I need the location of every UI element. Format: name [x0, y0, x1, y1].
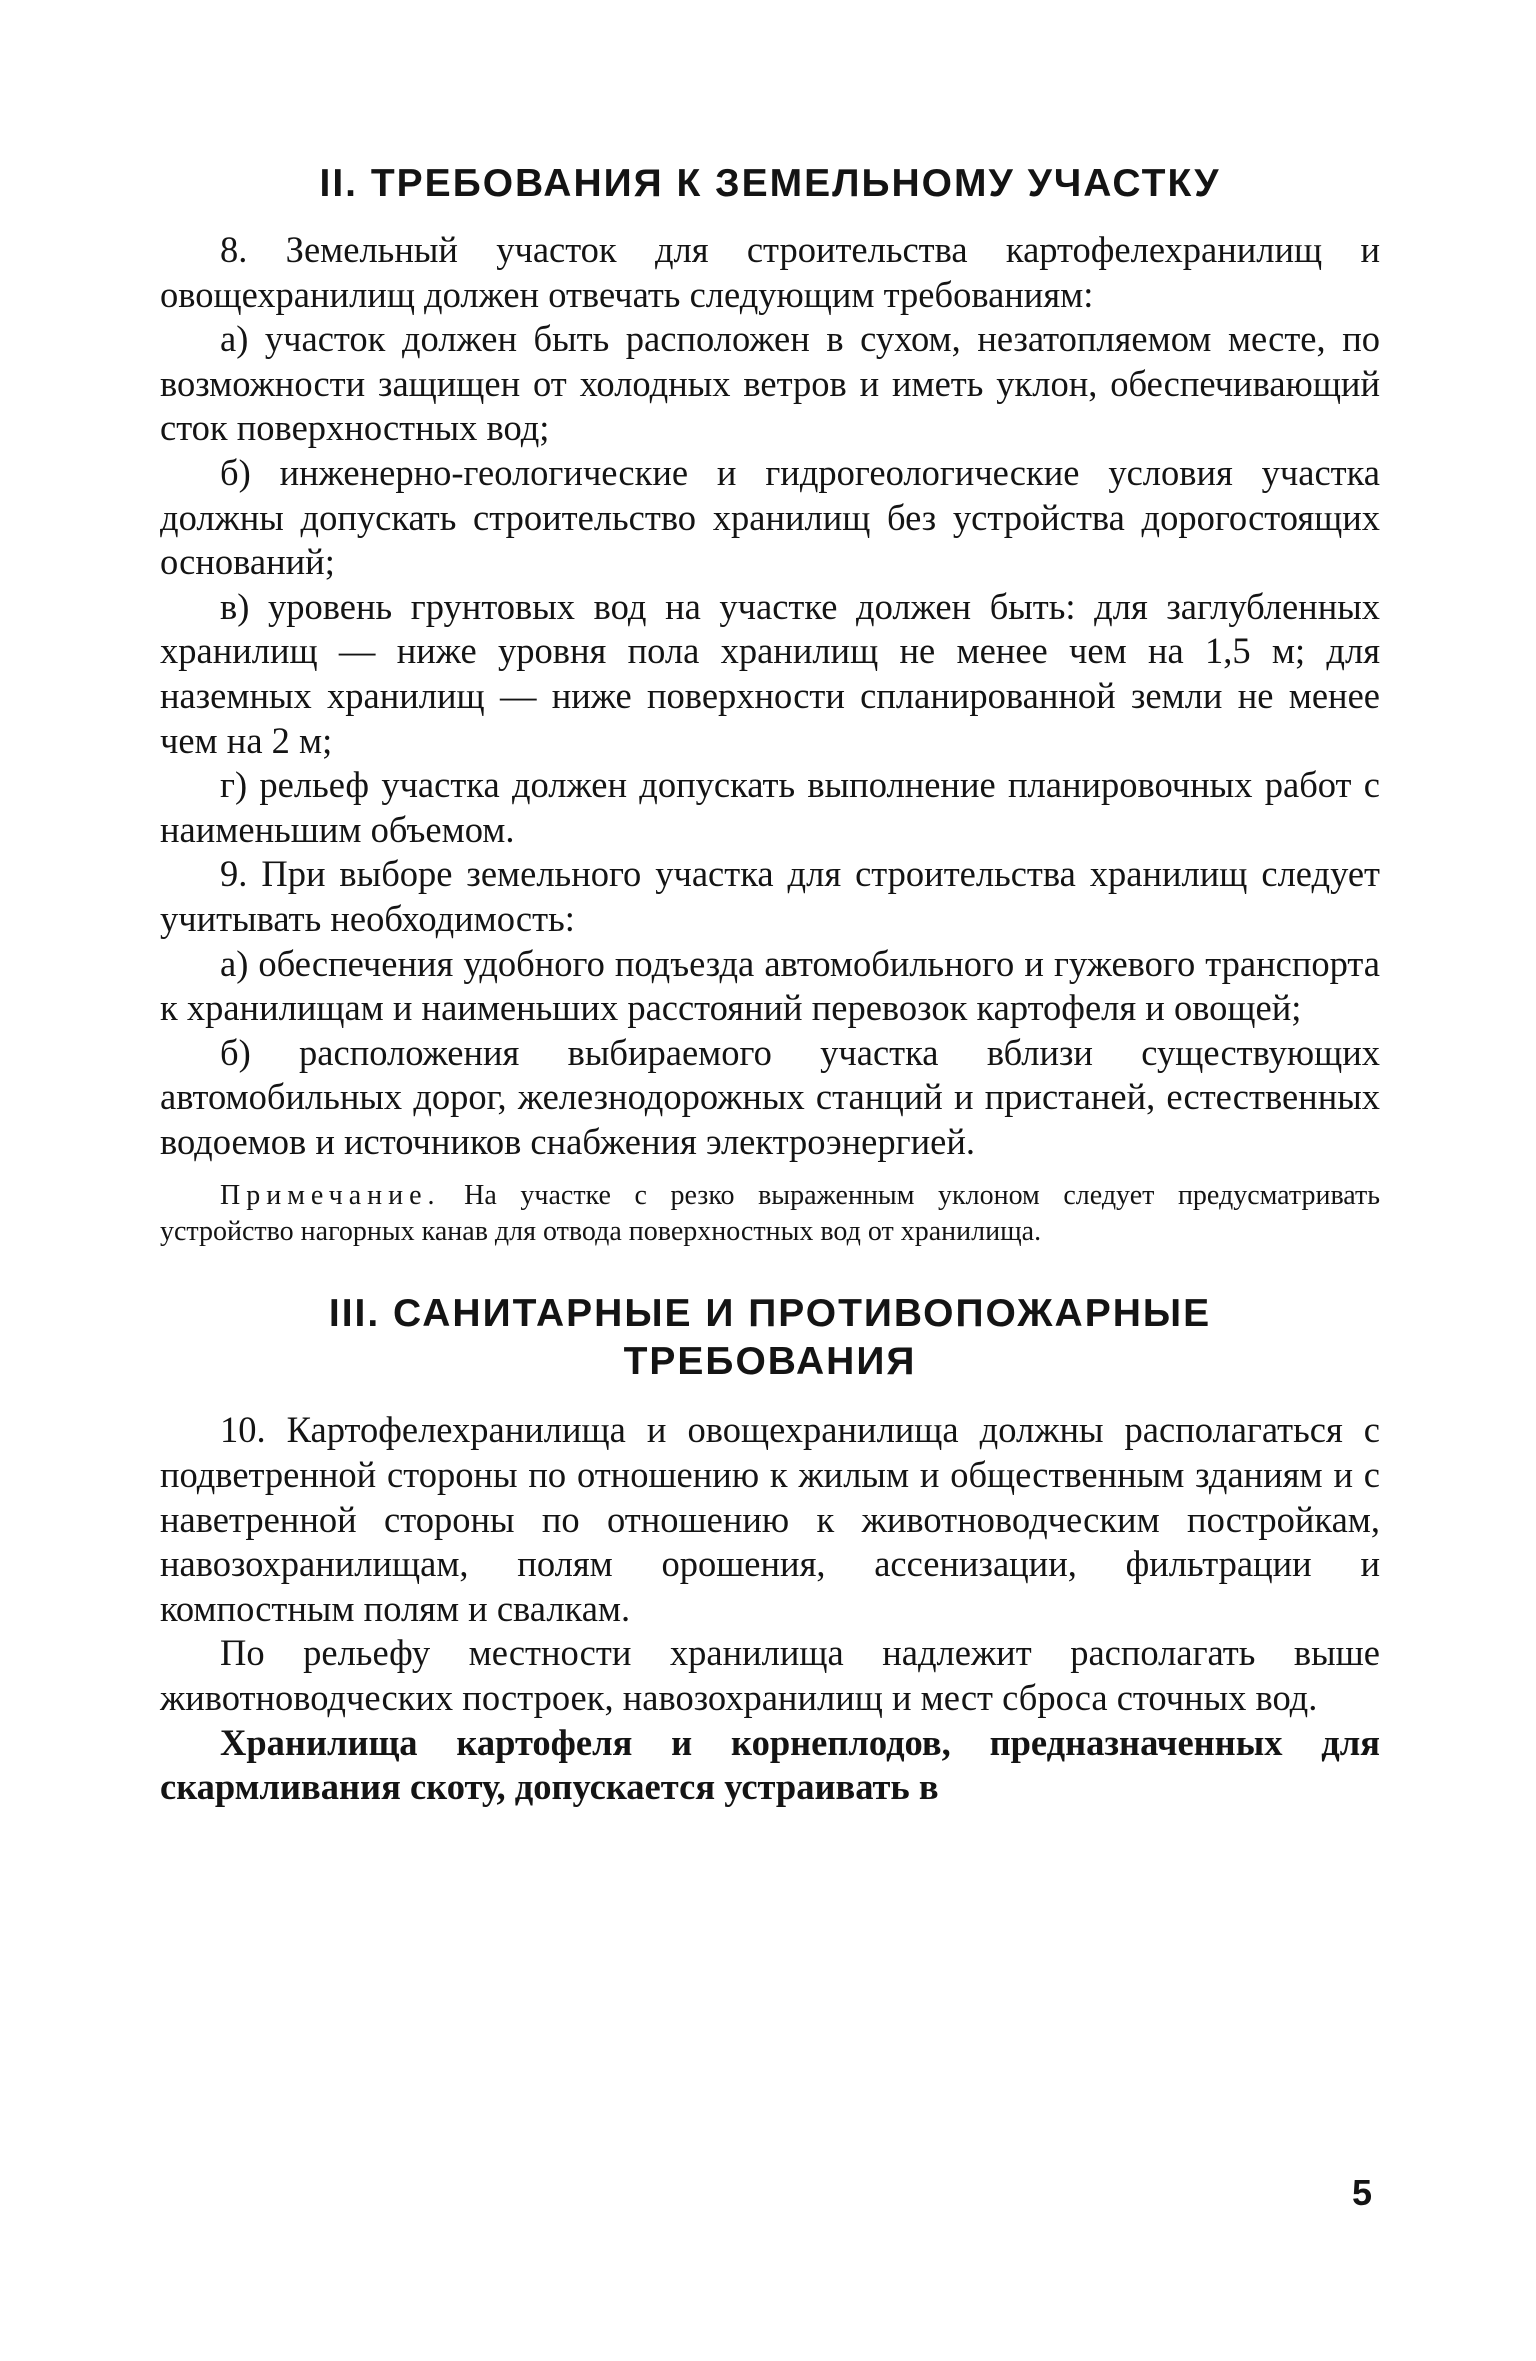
paragraph-10-relief: По рельефу местности хранилища надлежит располагать выше животноводческих построек, навозохранилищ и мест сброса сточных вод.	[160, 1632, 1380, 1719]
paragraph-10-storage: Хранилища картофеля и корнеплодов, предназначенных для скармливания скоту, допускается устраивать в	[160, 1721, 1380, 1808]
paragraph-8g: г) рельеф участка должен допускать выполнение планировочных работ с наименьшим объемом.	[160, 764, 1380, 850]
section-2-title: II. ТРЕБОВАНИЯ К ЗЕМЕЛЬНОМУ УЧАСТКУ	[319, 162, 1221, 205]
paragraph-10: 10. Картофелехранилища и овощехранилища должны располагаться с подветренной стороны по отношению к жилым и общественным зданиям и с наветренной стороны по отношению к животноводческим постройкам, навозохранилищам, полям орошения, ассенизации, фильтрации и компостным полям и свалкам.	[160, 1409, 1380, 1629]
section-3-title-line2: ТРЕБОВАНИЯ	[623, 1340, 917, 1384]
paragraph-9a: а) обеспечения удобного подъезда автомобильного и гужевого транспорта к хранилищам и наименьших расстояний перевозок картофеля и овощей;	[160, 942, 1380, 1029]
paragraph-8: 8. Земельный участок для строительства картофелехранилищ и овощехранилищ должен отвечать следующим требованиям:	[160, 229, 1380, 315]
paragraph-8v: в) уровень грунтовых вод на участке должен быть: для заглубленных хранилищ — ниже уровня пола хранилищ не менее чем на 1,5 м; для наземных хранилищ — ниже поверхности спланированной земли не менее чем на 2 м;	[160, 585, 1380, 761]
section-3-title-line1: III. САНИТАРНЫЕ И ПРОТИВОПОЖАРНЫЕ	[328, 1292, 1212, 1336]
note	[160, 1178, 1380, 1250]
section-3-title	[160, 1290, 1380, 1386]
paragraph-8b: б) инженерно-геологические и гидрогеологические условия участка должны допускать строительство хранилищ без устройства дорогостоящих оснований;	[160, 451, 1380, 583]
paragraph-8a: а) участок должен быть расположен в сухом, незатопляемом месте, по возможности защищен от холодных ветров и иметь уклон, обеспечивающий сток поверхностных вод;	[160, 318, 1380, 449]
page-number: 5	[1352, 2172, 1373, 2213]
paragraph-9: 9. При выборе земельного участка для строительства хранилищ следует учитывать необходимость:	[160, 853, 1380, 939]
document-page	[160, 160, 1380, 1810]
paragraph-9b: б) расположения выбираемого участка вблизи существующих автомобильных дорог, железнодорожных станций и пристаней, естественных водоемов и источников снабжения электроэнергией.	[160, 1031, 1380, 1162]
note-text: На участке с резко выраженным уклоном следует предусматривать устройство нагорных канав для отвода поверхностных вод от хранилища.	[160, 1180, 1381, 1248]
note-label: Примечание.	[220, 1180, 441, 1212]
